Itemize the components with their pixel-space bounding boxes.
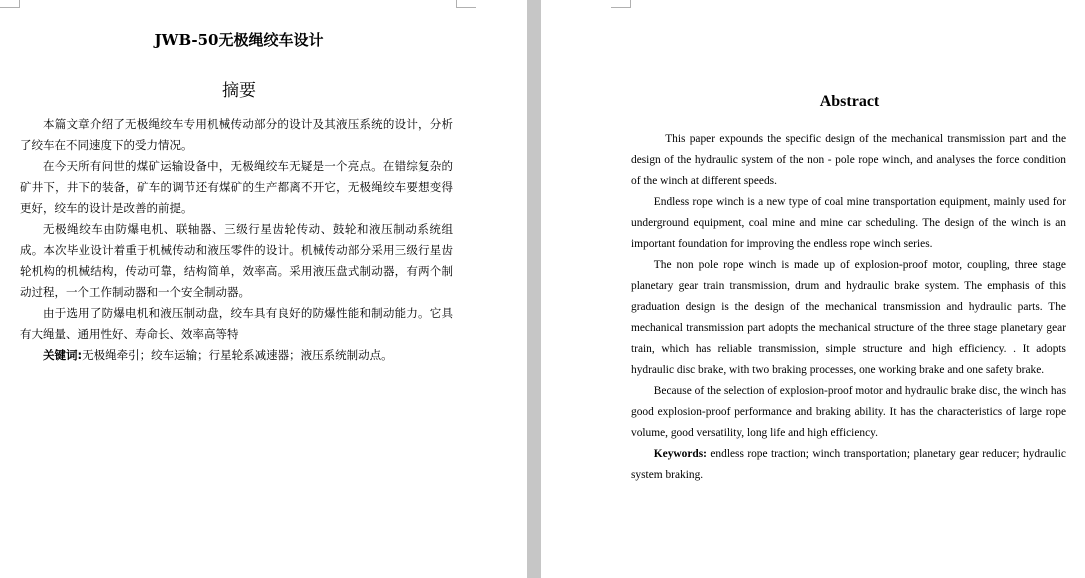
paragraph: 无极绳绞车由防爆电机、联轴器、三级行星齿轮传动、鼓轮和液压制动系统组成。本次毕业设计着重于机械传动和液压零件的设计。机械传动部分采用三级行星齿轮机构的机械结构，传动可靠，结构简单，效率高。采用液压盘式制动器，有两个制动过程，一个工作制动器和一个安全制动器。: [20, 222, 453, 299]
keywords-label: Keywords:: [653, 448, 707, 460]
paragraph: 由于选用了防爆电机和液压制动盘，绞车具有良好的防爆性能和制动能力。它具有大绳量、通用性好、寿命长、效率高等特: [20, 306, 453, 341]
page-right-english-abstract: [541, 0, 1085, 578]
keywords-line: [631, 444, 1066, 486]
page-gutter: [527, 0, 541, 578]
keywords-label: 关键词:: [43, 348, 83, 362]
paragraph: Because of the selection of explosion-proof motor and hydraulic brake disc, the winch has good explosion-proof performance and braking ability. It has the characteristics of large rope volume, good versatility, long life and high efficiency.: [631, 385, 1066, 439]
paragraph: Endless rope winch is a new type of coal mine transportation equipment, mainly used for underground equipment, coal mine and mine car scheduling. The design of the winch is an important foundation for improving the endless rope winch series.: [631, 196, 1066, 250]
paragraph: 本篇文章介绍了无极绳绞车专用机械传动部分的设计及其液压系统的设计，分析了绞车在不同速度下的受力情况。: [20, 117, 453, 152]
abstract-heading-english: Abstract: [819, 93, 880, 110]
crop-mark-top-left: [611, 0, 631, 8]
keywords-text: endless rope traction; winch transportation; planetary gear reducer; hydraulic system braking.: [631, 448, 1066, 481]
crop-mark-top-right: [456, 0, 476, 8]
paragraph: The non pole rope winch is made up of explosion-proof motor, coupling, three stage planetary gear train transmission, drum and hydraulic brake system. The emphasis of this graduation design is the design of the mechanical transmission and hydraulic parts. The mechanical transmission part adopts the mechanical structure of the three stage planetary gear train, which has reliable transmission, simple structure and high efficiency. . It adopts hydraulic disc brake, with two braking processes, one working brake and one safety brake.: [631, 259, 1066, 376]
page-left-chinese-abstract: [0, 0, 527, 578]
document-title: JWB-50无极绳绞车设计: [154, 31, 324, 49]
chinese-abstract-body: [20, 114, 453, 366]
crop-mark-top-left: [0, 0, 20, 8]
paragraph: This paper expounds the specific design of the mechanical transmission part and the design of the hydraulic system of the non - pole rope winch, and analyses the force condition of the winch at different speeds.: [631, 133, 1066, 187]
abstract-heading-chinese: 摘要: [222, 81, 256, 101]
keywords-text: 无极绳牵引；绞车运输；行星轮系减速器；液压系统制动点。: [82, 348, 393, 362]
paragraph: 在今天所有问世的煤矿运输设备中，无极绳绞车无疑是一个亮点。在错综复杂的矿井下，井下的装备，矿车的调节还有煤矿的生产都离不开它，无极绳绞车要想变得更好，绞车的设计是改善的前提。: [20, 159, 453, 215]
english-abstract-body: [631, 129, 1066, 486]
keywords-line: [20, 345, 453, 366]
